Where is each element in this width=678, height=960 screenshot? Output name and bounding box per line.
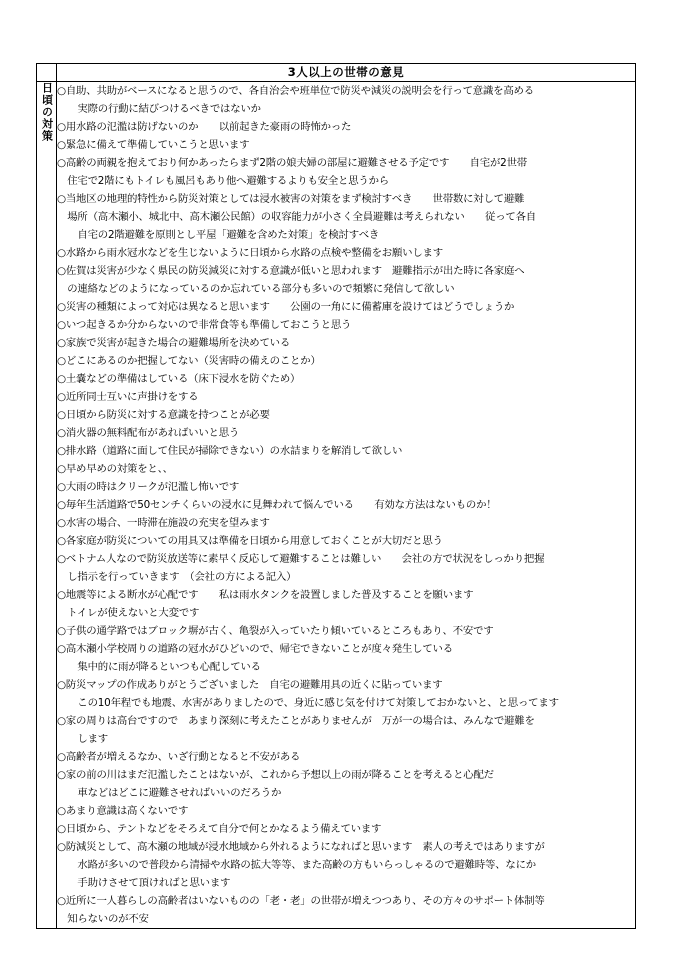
opinion-item: ○どこにあるのか把握してない（災害時の備えのことか）: [57, 355, 321, 367]
opinion-item: ○排水路（道路に面して住民が掃除できない）の水詰まりを解消して欲しい: [57, 445, 403, 457]
opinion-item: ○家族で災害が起きた場合の避難場所を決めている: [57, 337, 291, 349]
opinion-item: ○当地区の地理的特性から防災対策としては浸水被害の対策をまず検討すべき 世帯数に対して避難 場所（高木瀬小、城北中、高木瀬公民館）の収容能力が小さく全員避難は考えられない 従って各自 自宅の2階避難を原則とし平屋「避難を含めた対策」を検討すべき: [57, 193, 536, 241]
opinion-item: ○高木瀬小学校周りの道路の冠水がひどいので、帰宅できないことが度々発生している 集中的に雨が降るといつも心配している: [57, 643, 453, 673]
opinion-item: ○日頃から、テントなどをそろえて自分で何とかなるよう備えています: [57, 823, 382, 835]
opinion-item: ○家の周りは高台ですので あまり深刻に考えたことがありませんが 万が一の場合は、みんなで避難を します: [57, 715, 535, 745]
opinion-item: ○防減災として、高木瀬の地域が浸水地域から外れるようになればと思います 素人の考えではありますが 水路が多いので普段から清掃や水路の拡大等等、また高齢の方もいらっしゃるので避難時等、なにか 手助けさせて頂ければと思います: [57, 841, 545, 889]
table-header-row: [37, 64, 636, 82]
opinion-item: ○いつ起きるか分からないので非常食等も準備しておこうと思う: [57, 319, 352, 331]
opinion-item: ○あまり意識は高くないです: [57, 805, 189, 817]
opinion-item: ○土嚢などの準備はしている（床下浸水を防ぐため）: [57, 373, 301, 385]
header-corner-cell: [37, 64, 57, 82]
opinion-item: ○災害の種類によって対応は異なると思います 公園の一角にに備蓄庫を設けてはどうでしょうか: [57, 301, 515, 313]
opinion-item: ○水路から雨水冠水などを生じないように日頃から水路の点検や整備をお願いします: [57, 247, 443, 259]
opinion-item: ○高齢者が増えるなか、いざ行動となると不安がある: [57, 751, 301, 763]
opinion-item: ○毎年生活道路で50センチくらいの浸水に見舞われて悩んでいる 有効な方法はないものか！: [57, 499, 497, 511]
opinion-item: ○消火器の無料配布があればいいと思う: [57, 427, 240, 439]
category-label: 日頃の対策: [40, 82, 54, 142]
opinion-item: ○早め早めの対策をと、、: [57, 463, 173, 475]
opinion-item: ○自助、共助がベースになると思うので、各自治会や班単位で防災や減災の説明会を行って意識を高める 実際の行動に結びつけるべきではないか: [57, 85, 534, 115]
table-body-row: [37, 82, 636, 929]
opinion-item: ○各家庭が防災についての用具又は準備を日頃から用意しておくことが大切だと思う: [57, 535, 443, 547]
opinion-item: ○佐賀は災害が少なく県民の防災減災に対する意識が低いと思われます 避難指示が出た時に各家庭へ の連絡などのようになっているのか忘れている部分も多いので頻繁に発信して欲しい: [57, 265, 525, 295]
opinion-item: ○近所に一人暮らしの高齢者はいないものの「老・老」の世帯が増えつつあり、その方々のサポート体制等 知らないのが不安: [57, 895, 545, 925]
opinion-list: [57, 82, 636, 929]
opinion-item: ○緊急に備えて準備していこうと思います: [57, 139, 250, 151]
opinion-item: ○地震等による断水が心配です 私は雨水タンクを設置しました普及することを願います トイレが使えないと大変です: [57, 589, 474, 619]
opinion-item: ○水害の場合、一時滞在施設の充実を望みます: [57, 517, 270, 529]
category-cell: [37, 82, 57, 929]
opinion-item: ○高齢の両親を抱えており何かあったらまず2階の娘夫婦の部屋に避難させる予定です 自宅が2世帯 住宅で2階にもトイレも風呂もあり他へ避難するよりも安全と思うから: [57, 157, 527, 187]
table-header: 3人以上の世帯の意見: [57, 64, 636, 82]
opinion-item: ○大雨の時はクリークが氾濫し怖いです: [57, 481, 240, 493]
opinion-item: ○ベトナム人なので防災放送等に素早く反応して避難することは難しい 会社の方で状況をしっかり把握 し指示を行っていきます （会社の方による記入）: [57, 553, 545, 583]
opinion-item: ○日頃から防災に対する意識を持つことが必要: [57, 409, 270, 421]
opinion-item: ○近所同士互いに声掛けをする: [57, 391, 199, 403]
opinion-table: [36, 63, 636, 929]
opinion-item: ○防災マップの作成ありがとうございました 自宅の避難用具の近くに貼っています この10年程でも地震、水害がありましたので、身近に感じ気を付けて対策しておかないと、と思ってます: [57, 679, 559, 709]
opinion-item: ○家の前の川はまだ氾濫したことはないが、これから予想以上の雨が降ることを考えると心配だ 車などはどこに避難させればいいのだろうか: [57, 769, 494, 799]
opinion-item: ○用水路の氾濫は防げないのか 以前起きた豪雨の時怖かった: [57, 121, 352, 133]
opinion-item: ○子供の通学路ではブロック塀が古く、亀裂が入っていたり傾いているところもあり、不安です: [57, 625, 494, 637]
